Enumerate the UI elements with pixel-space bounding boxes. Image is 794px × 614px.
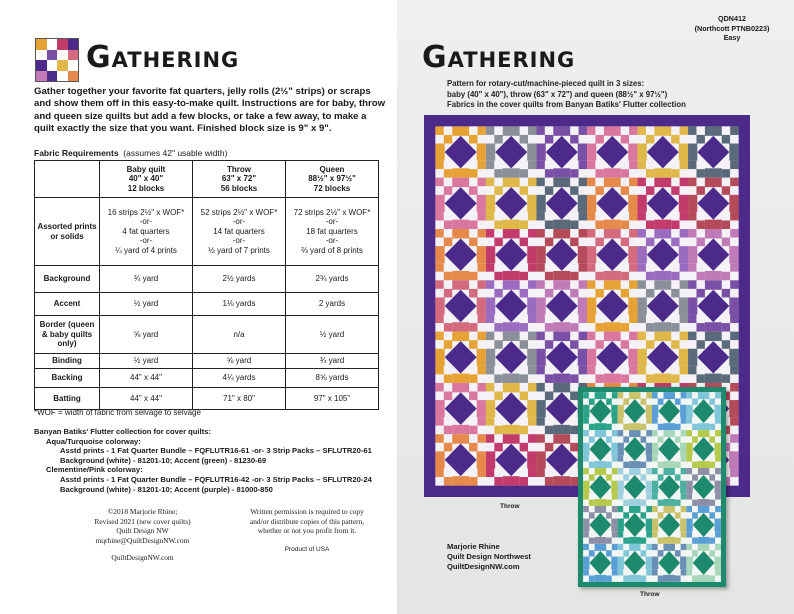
aqua-line: Background (white) - 81201-10; Accent (green) - 81230-69 xyxy=(60,455,267,465)
quilt-photo-inset xyxy=(578,387,726,587)
header-cell-text: 88½" x 97½" xyxy=(308,174,356,184)
clementine-line: Asstd prints - 1 Fat Quarter Bundle – FQFLUTR16-42 -or- 3 Strip Packs – SFLUTR20-24 xyxy=(60,474,372,484)
cell-line: -or- xyxy=(232,236,246,246)
header-cell-text: 40" x 40" xyxy=(128,174,164,184)
table-cell: ⅝ yard xyxy=(100,316,193,354)
quilt-inset-image xyxy=(578,387,726,587)
table-row xyxy=(35,388,379,410)
row-label: Border (queen & baby quilts only) xyxy=(35,316,100,354)
cell-line: 18 fat quarters xyxy=(306,226,358,236)
header-baby xyxy=(100,161,193,198)
table-cell: 97" x 105" xyxy=(286,388,379,410)
copyright-line: Quilt Design NW xyxy=(116,526,169,536)
cell-line: 14 fat quarters xyxy=(213,226,265,236)
northcott-code: (Northcott PTNB0223) xyxy=(694,23,770,33)
table-row xyxy=(35,354,379,369)
table-row xyxy=(35,293,379,316)
fabric-requirements-heading xyxy=(34,148,227,158)
table-cell: ½ yard xyxy=(100,354,193,369)
header-cell-text: 56 blocks xyxy=(220,183,258,193)
copyright-block xyxy=(75,507,210,563)
fabric-requirements-title: Fabric Requirements xyxy=(34,148,119,158)
fabric-requirements-table xyxy=(34,160,379,410)
row-label: Backing xyxy=(35,369,100,388)
row-label: Binding xyxy=(35,354,100,369)
aqua-label: Aqua/Turquoise colorway: xyxy=(46,436,141,446)
difficulty-label: Easy xyxy=(723,33,741,42)
table-header-row xyxy=(35,161,379,198)
cover-title: Gathering xyxy=(422,40,576,75)
pattern-code-block xyxy=(680,14,784,43)
copyright-line: Revised 2021 (new cover quilts) xyxy=(94,516,191,526)
cell-line: ½ yard of 7 prints xyxy=(208,245,270,255)
cell-line: 4 fat quarters xyxy=(122,226,170,236)
header-cell-text: 12 blocks xyxy=(127,183,165,193)
fabric-requirements-subtitle: (assumes 42" usable width) xyxy=(123,148,228,158)
row-label: Assorted prints or solids xyxy=(35,198,100,266)
clementine-line: Background (white) - 81201-10; Accent (purple) - 81000-850 xyxy=(60,484,273,494)
table-cell: 1⅛ yards xyxy=(193,293,286,316)
quilt-logo-icon xyxy=(35,38,79,82)
table-cell: 4¼ yards xyxy=(193,369,286,388)
table-cell xyxy=(193,198,286,266)
header-queen xyxy=(286,161,379,198)
table-row xyxy=(35,266,379,293)
company-name: Quilt Design Northwest xyxy=(447,552,531,561)
inset-quilt-caption: Throw xyxy=(640,591,660,598)
header-throw xyxy=(193,161,286,198)
table-cell: ½ yard xyxy=(286,316,379,354)
designer-name: Marjorie Rhine xyxy=(447,542,500,551)
header-cell-text: Baby quilt xyxy=(126,164,166,174)
permission-block xyxy=(232,507,382,536)
pattern-line: baby (40" x 40"), throw (63" x 72") and queen (88½" x 97½") xyxy=(447,89,668,99)
clementine-label: Clementine/Pink colorway: xyxy=(46,465,143,475)
company-website: QuiltDesignNW.com xyxy=(447,562,520,571)
website-link[interactable]: QuiltDesignNW.com xyxy=(111,552,174,562)
table-corner xyxy=(35,161,100,198)
pattern-code: QDN412 xyxy=(718,14,746,23)
main-quilt-caption: Throw xyxy=(500,503,520,510)
permission-line: Written permission is required to copy xyxy=(250,507,364,516)
table-cell: 8⅝ yards xyxy=(286,369,379,388)
page-title: Gathering xyxy=(86,40,240,75)
header-cell-text: 63" x 72" xyxy=(221,174,257,184)
table-cell: 44" x 44" xyxy=(100,369,193,388)
email-link[interactable]: mqrhine@QuiltDesignNW.com xyxy=(95,536,190,546)
cell-line: -or- xyxy=(139,217,153,227)
header-cell-text: 72 blocks xyxy=(313,183,351,193)
table-cell: 71" x 80" xyxy=(193,388,286,410)
table-cell: 2 yards xyxy=(286,293,379,316)
wof-note: *WOF = width of fabric from selvage to selvage xyxy=(34,408,201,417)
table-cell: 2¾ yards xyxy=(286,266,379,293)
cell-line: 52 strips 2½" x WOF* xyxy=(200,207,278,217)
table-cell: ¾ yard xyxy=(100,266,193,293)
cell-line: -or- xyxy=(232,217,246,227)
copyright-spacer xyxy=(75,546,210,553)
cell-line: -or- xyxy=(325,236,339,246)
header-cell-text: Queen xyxy=(319,164,345,174)
pattern-line: Pattern for rotary-cut/machine-pieced quilt in 3 sizes: xyxy=(447,79,645,88)
cell-line: ⅔ yard of 8 prints xyxy=(301,245,363,255)
table-cell: n/a xyxy=(193,316,286,354)
made-in-label: Product of USA xyxy=(284,546,330,553)
permission-line: and/or distribute copies of this pattern, xyxy=(249,516,365,526)
banyan-section xyxy=(34,427,372,494)
pattern-description xyxy=(447,79,686,111)
cell-line: -or- xyxy=(139,236,153,246)
cell-line: 16 strips 2½" x WOF* xyxy=(107,207,185,217)
cell-line: -or- xyxy=(325,217,339,227)
table-row xyxy=(35,198,379,266)
table-cell: ¾ yard xyxy=(286,354,379,369)
cell-line: 72 strips 2½" x WOF* xyxy=(293,207,371,217)
table-row xyxy=(35,369,379,388)
table-cell: 44" x 44" xyxy=(100,388,193,410)
table-cell: ⅝ yard xyxy=(193,354,286,369)
cell-line: ¼ yard of 4 prints xyxy=(115,245,177,255)
permission-line: whether or not you profit from it. xyxy=(257,526,357,536)
table-row xyxy=(35,316,379,354)
row-label: Background xyxy=(35,266,100,293)
header-cell-text: Throw xyxy=(227,164,251,174)
table-cell xyxy=(100,198,193,266)
pattern-line: Fabrics in the cover quilts from Banyan Batiks' Flutter collection xyxy=(447,100,686,109)
designer-block xyxy=(447,542,531,572)
banyan-title: Banyan Batiks' Flutter collection for cover quilts: xyxy=(34,427,211,436)
table-cell: ½ yard xyxy=(100,293,193,316)
table-cell: 2½ yards xyxy=(193,266,286,293)
intro-text: Gather together your favorite fat quarters, jelly rolls (2½" strips) or scraps and show them off in this easy-to-make quilt. Instructions are for baby, throw and queen size quilts but add a few blocks, or take a few away, to make a quilt exactly the size that you want. Finished block size is 9" x 9". xyxy=(34,86,386,134)
aqua-line: Asstd prints - 1 Fat Quarter Bundle – FQFLUTR16-61 -or- 3 Strip Packs – SFLUTR20-61 xyxy=(60,446,372,456)
row-label: Batting xyxy=(35,388,100,410)
table-cell xyxy=(286,198,379,266)
row-label: Accent xyxy=(35,293,100,316)
copyright-line: ©2018 Marjorie Rhine; xyxy=(107,507,178,516)
